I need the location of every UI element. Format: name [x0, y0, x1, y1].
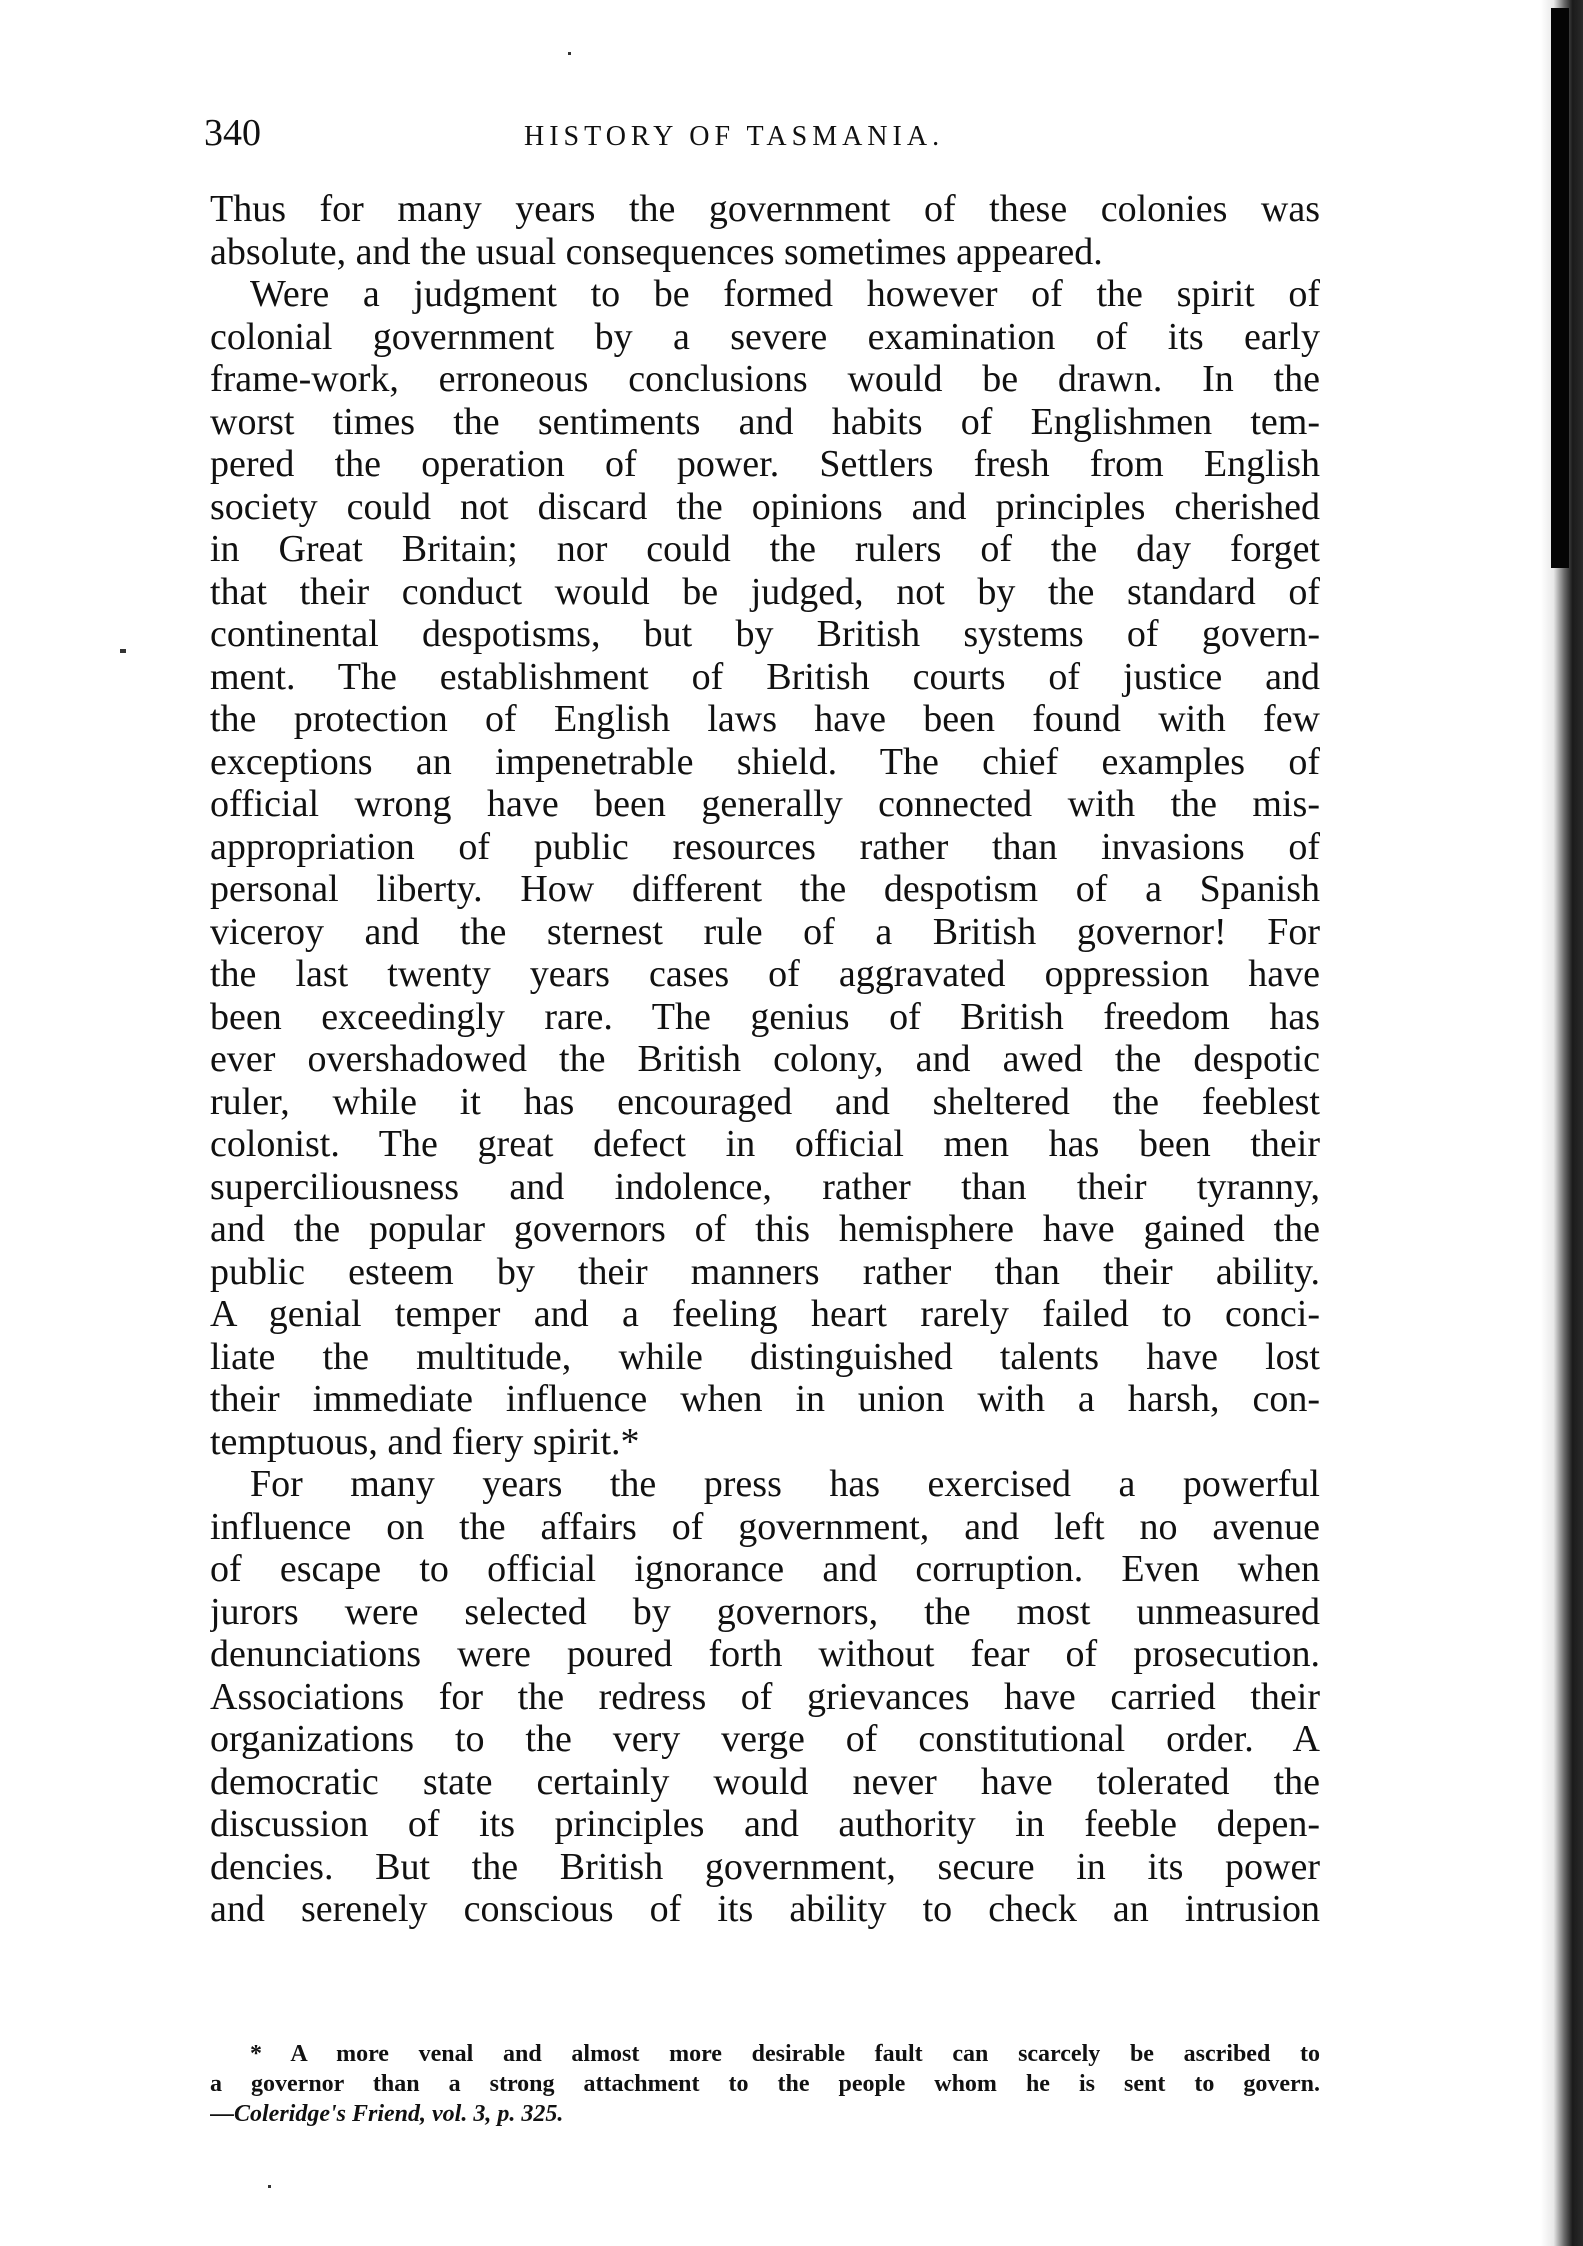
text-line: ment. The establishment of British courts of justice and: [210, 655, 1320, 698]
text-line: of escape to official ignorance and corruption. Even when: [210, 1548, 1320, 1590]
speck-mark: [568, 52, 571, 55]
text-line: worst times the sentiments and habits of Englishmen tem-: [210, 400, 1320, 443]
text-line: and serenely conscious of its ability to check an intrusion: [210, 1888, 1320, 1930]
text-line: liate the multitude, while distinguished talents have lost: [210, 1335, 1320, 1378]
text-line: in Great Britain; nor could the rulers of the day forget: [210, 528, 1320, 570]
text-line: official wrong have been generally connected with the mis-: [210, 783, 1320, 825]
text-line: ruler, while it has encouraged and sheltered the feeblest: [210, 1080, 1320, 1123]
text-line: pered the operation of power. Settlers fresh from English: [210, 443, 1320, 485]
text-line: their immediate influence when in union with a harsh, con-: [210, 1378, 1320, 1420]
text-line: personal liberty. How different the despotism of a Spanish: [210, 868, 1320, 910]
text-line: For many years the press has exercised a powerful: [250, 1463, 1320, 1505]
text-line: and the popular governors of this hemisphere have gained the: [210, 1208, 1320, 1250]
text-line: exceptions an impenetrable shield. The chief examples of: [210, 740, 1320, 783]
text-line: superciliousness and indolence, rather than their tyranny,: [210, 1165, 1320, 1208]
running-title: HISTORY OF TASMANIA.: [524, 121, 945, 152]
text-line: the last twenty years cases of aggravated oppression have: [210, 953, 1320, 995]
text-line: organizations to the very verge of constitutional order. A: [210, 1718, 1320, 1760]
text-line: Were a judgment to be formed however of the spirit of: [250, 273, 1320, 315]
text-line: the protection of English laws have been found with few: [210, 698, 1320, 740]
text-line: colonial government by a severe examination of its early: [210, 315, 1320, 358]
text-line: democratic state certainly would never have tolerated the: [210, 1760, 1320, 1803]
text-line: been exceedingly rare. The genius of British freedom has: [210, 995, 1320, 1038]
text-line: viceroy and the sternest rule of a British governor! For: [210, 910, 1320, 953]
text-line: absolute, and the usual consequences sometimes appeared.: [210, 230, 1103, 273]
body-text: [210, 188, 1320, 1931]
text-line: A genial temper and a feeling heart rarely failed to conci-: [210, 1293, 1320, 1335]
text-line: Thus for many years the government of these colonies was: [210, 188, 1320, 230]
text-line: temptuous, and fiery spirit.*: [210, 1420, 640, 1463]
footnote-citation: —Coleridge's Friend, vol. 3, p. 325.: [210, 2101, 564, 2127]
text-line: frame-work, erroneous conclusions would be drawn. In the: [210, 358, 1320, 400]
text-line: influence on the affairs of government, and left no avenue: [210, 1505, 1320, 1548]
text-line: appropriation of public resources rather than invasions of: [210, 825, 1320, 868]
text-line: ever overshadowed the British colony, and awed the despotic: [210, 1038, 1320, 1080]
page-number: 340: [204, 112, 261, 154]
text-line: dencies. But the British government, secure in its power: [210, 1845, 1320, 1888]
footnote-line: * A more venal and almost more desirable fault can scarcely be ascribed to: [250, 2041, 1320, 2067]
speck-mark: [120, 649, 126, 653]
footnote-line: a governor than a strong attachment to the people whom he is sent to govern.: [210, 2071, 1320, 2097]
footnote: [210, 2039, 1320, 2129]
page-header: [204, 108, 1319, 158]
text-line: public esteem by their manners rather than their ability.: [210, 1250, 1320, 1293]
text-line: colonist. The great defect in official men has been their: [210, 1123, 1320, 1165]
page-binding-shadow: [1551, 8, 1569, 568]
text-line: continental despotisms, but by British systems of govern-: [210, 613, 1320, 655]
text-line: discussion of its principles and authority in feeble depen-: [210, 1803, 1320, 1845]
text-line: denunciations were poured forth without fear of prosecution.: [210, 1633, 1320, 1675]
text-line: Associations for the redress of grievances have carried their: [210, 1675, 1320, 1718]
text-line: society could not discard the opinions and principles cherished: [210, 485, 1320, 528]
text-line: that their conduct would be judged, not by the standard of: [210, 570, 1320, 613]
text-line: jurors were selected by governors, the most unmeasured: [210, 1590, 1320, 1633]
speck-mark: [268, 2185, 271, 2188]
